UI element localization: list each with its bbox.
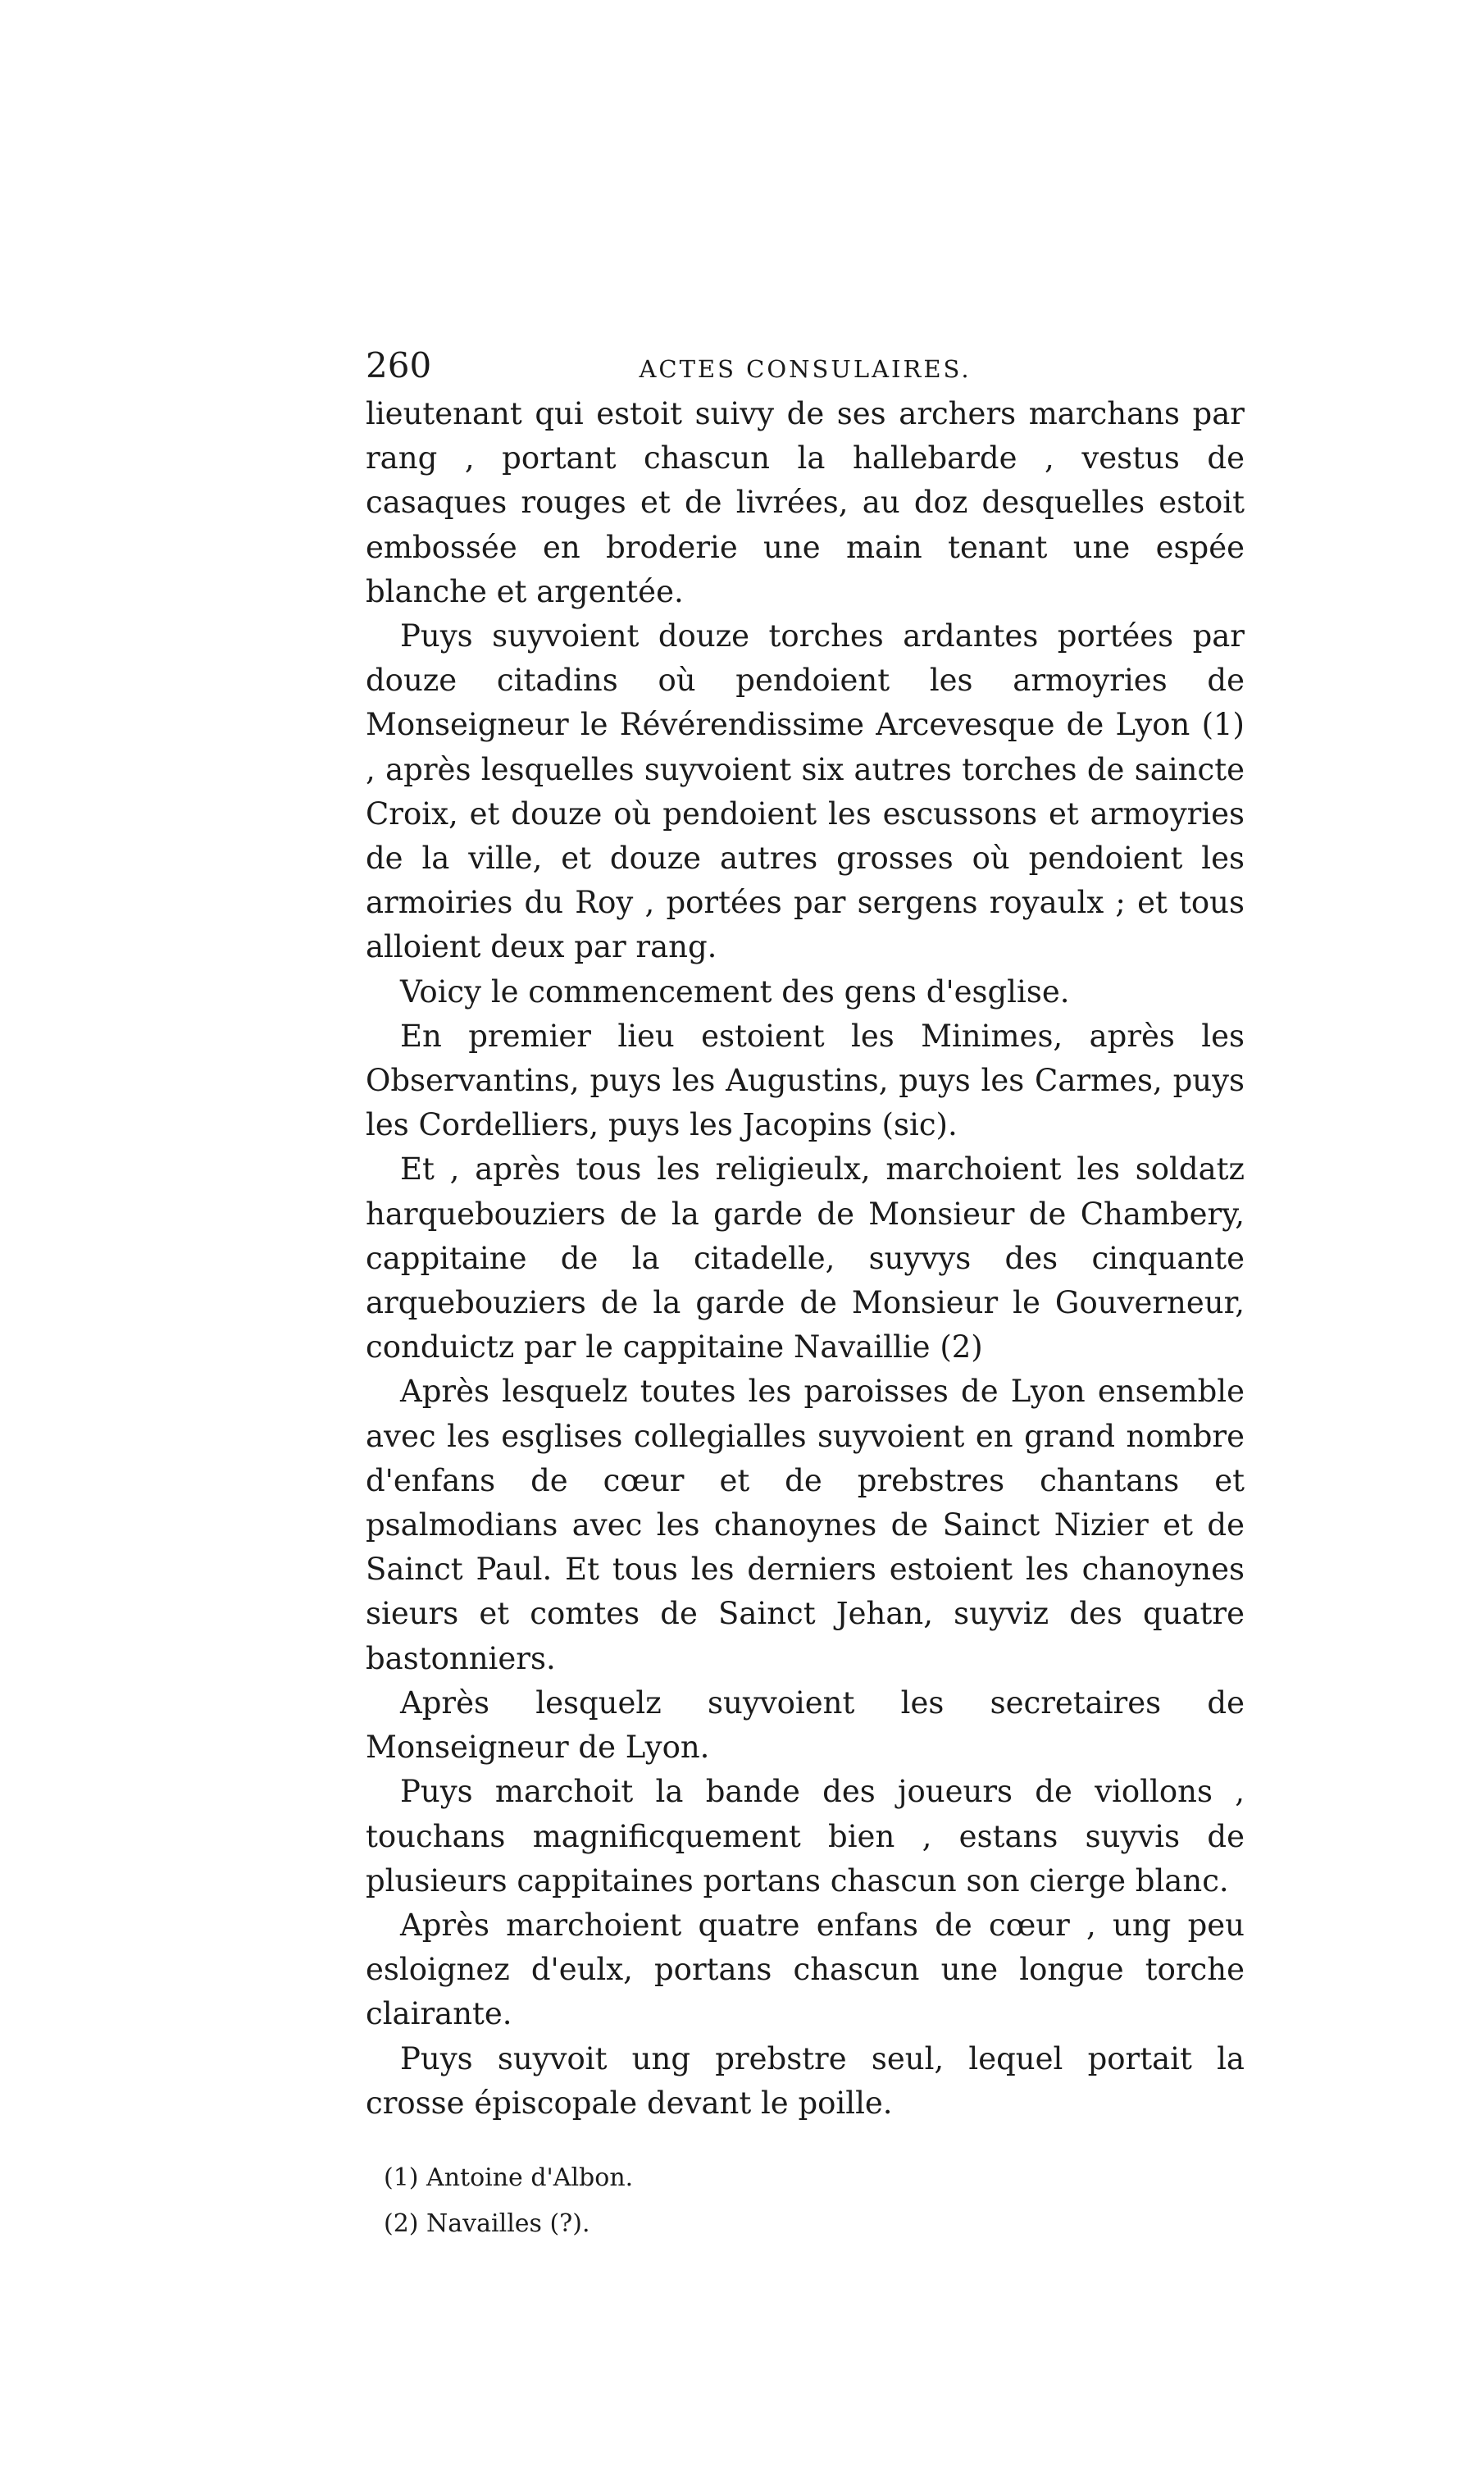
book-page xyxy=(366,343,1245,2247)
paragraph: Puys suyvoient douze torches ardantes portées par douze citadins où pendoient les armoyries de Monseigneur le Révérendissime Arcevesque de Lyon (1) , après lesquelles suyvoient six autres torches de saincte Croix, et douze où pendoient les escussons et armoyries de la ville, et douze autres grosses où pendoient les armoiries du Roy , portées par sergens royaulx ; et tous alloient deux par rang. xyxy=(366,618,1245,965)
running-head: ACTES CONSULAIRES. xyxy=(639,355,972,383)
footnote: (1) Antoine d'Albon. xyxy=(384,2163,634,2192)
paragraph: lieutenant qui estoit suivy de ses archers marchans par rang , portant chascun la hallebarde , vestus de casaques rouges et de livrées, au doz desquelles estoit embossée en broderie une main tenant une espée blanche et argentée. xyxy=(366,396,1245,609)
page-number: 260 xyxy=(366,345,432,385)
paragraph: Et , après tous les religieulx, marchoient les soldatz harquebouziers de la garde de Monsieur de Chambery, cappitaine de la citadelle, suyvys des cinquante arquebouziers de la garde de Monsieur le Gouverneur, conduictz par le cappitaine Navaillie (2) xyxy=(366,1151,1245,1365)
footnotes xyxy=(366,2155,1245,2247)
paragraph: Après lesquelz suyvoient les secretaires de Monseigneur de Lyon. xyxy=(366,1684,1245,1766)
paragraph: Puys suyvoit ung prebstre seul, lequel portait la crosse épiscopale devant le poille. xyxy=(366,2040,1245,2121)
paragraph: Voicy le commencement des gens d'esglise. xyxy=(400,973,1070,1010)
paragraph: Après marchoient quatre enfans de cœur , ung peu esloignez d'eulx, portans chascun une longue torche clairante. xyxy=(366,1907,1245,2032)
page-header xyxy=(366,343,1245,392)
footnote: (2) Navailles (?). xyxy=(384,2208,590,2238)
paragraph: Puys marchoit la bande des joueurs de viollons , touchans magnificquement bien , estans suyvis de plusieurs cappitaines portans chascun son cierge blanc. xyxy=(366,1774,1245,1899)
body-text xyxy=(366,392,1245,2126)
paragraph: Après lesquelz toutes les paroisses de Lyon ensemble avec les esglises collegialles suyvoient en grand nombre d'enfans de cœur et de prebstres chantans et psalmodians avec les chanoynes de Sainct Nizier et de Sainct Paul. Et tous les derniers estoient les chanoynes sieurs et comtes de Sainct Jehan, suyviz des quatre bastonniers. xyxy=(366,1374,1245,1676)
paragraph: En premier lieu estoient les Minimes, après les Observantins, puys les Augustins, puys les Carmes, puys les Cordelliers, puys les Jacopins (sic). xyxy=(366,1018,1245,1143)
